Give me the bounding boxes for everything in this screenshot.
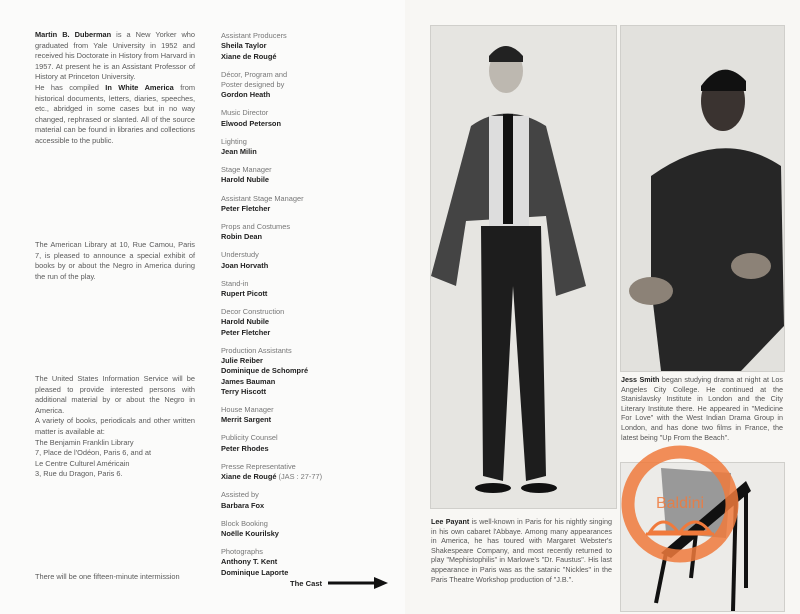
author-name: Martin B. Duberman	[35, 30, 112, 39]
credit-role: Props and Costumes	[221, 221, 291, 231]
usis-text: A variety of books, periodicals and other written matter is available at:	[35, 416, 195, 436]
credit-role: Production Assistants	[221, 345, 292, 355]
credit-name	[221, 356, 401, 366]
credit-group	[221, 346, 401, 397]
credit-role: Stage Manager	[221, 165, 272, 175]
author-bio	[35, 30, 195, 147]
phone-number: (JAS : 27-77)	[276, 472, 323, 482]
credit-group	[221, 490, 401, 511]
credit-name-text: Sheila Taylor	[221, 41, 267, 51]
credit-group	[221, 31, 401, 62]
lee-payant-bio	[431, 517, 612, 584]
credit-group	[221, 165, 401, 186]
credit-group	[221, 279, 401, 300]
credit-name-text: Harold Nubile	[221, 317, 270, 327]
credit-group	[221, 433, 401, 454]
jess-smith-bio	[621, 375, 783, 442]
credit-name-text: Noëlle Kourilsky	[221, 528, 279, 538]
credit-name-text: James Bauman	[221, 376, 276, 386]
credit-name-text: Dominique Laporte	[221, 567, 289, 577]
photo-lee-payant	[430, 25, 617, 509]
credit-name	[221, 366, 401, 376]
credit-role: Publicity Counsel	[221, 433, 278, 443]
credit-name	[221, 501, 401, 511]
credit-name	[221, 328, 401, 338]
credit-name-text: Julie Reiber	[221, 356, 263, 366]
credit-group	[221, 194, 401, 215]
credit-role: Décor, Program and Poster designed by	[221, 69, 288, 89]
credits-list	[221, 31, 401, 586]
credit-role: Decor Construction	[221, 307, 285, 317]
credit-role: Lighting	[221, 136, 247, 146]
credit-name	[221, 41, 401, 51]
credit-role: Photographs	[221, 547, 263, 557]
credit-name	[221, 204, 401, 214]
svg-text:Baldini: Baldini	[655, 495, 705, 512]
credit-role: Music Director	[221, 108, 269, 118]
credit-name-text: Xiane de Rougé	[221, 472, 277, 482]
credit-name-text: Peter Fletcher	[221, 327, 271, 337]
bio-text: from historical documents, letters, diaries, speeches, etc., abridged in some cases but in no way changed, rephrased or slanted. All of the source material can be found in libraries and collections accessible to the public.	[35, 82, 195, 145]
address-line: 7, Place de l'Odéon, Paris 6, and at	[35, 448, 152, 458]
credit-name	[221, 261, 401, 271]
credit-role: Assistant Stage Manager	[221, 193, 304, 203]
credit-group	[221, 70, 401, 101]
credit-name	[221, 387, 401, 397]
credit-name-text: Merrit Sargent	[221, 415, 272, 425]
address-line: Le Centre Culturel Américain	[35, 458, 130, 468]
library-notice: The American Library at 10, Rue Camou, Paris 7, is pleased to announce a special exhibit of books by or about the Negro in America during the run of the play.	[35, 240, 195, 281]
credit-name	[221, 557, 401, 567]
arrow-right-icon	[328, 577, 388, 589]
credit-name-text: Jean Milin	[221, 147, 257, 157]
cast-pointer	[290, 577, 388, 589]
usis-notice	[35, 374, 195, 480]
bio-text: began studying drama at night at Los Angeles City College. He continued at the Stanislavsky Institute in London and the City Literary Institute there. He appeared in "Medicine For Love" with the West Indian Drama Group in London, and has done two films in France, the latest being "Up From the Beach".	[621, 375, 784, 442]
credit-name-text: Rupert Picott	[221, 289, 268, 299]
credit-name	[221, 472, 401, 482]
credit-role: House Manager	[221, 405, 274, 415]
credit-role: Assisted by	[221, 490, 259, 500]
credit-name-text: Elwood Peterson	[221, 118, 281, 128]
credit-group	[221, 405, 401, 426]
credit-group	[221, 462, 401, 483]
credit-name-text: Xiane de Rougé	[221, 51, 277, 61]
credit-name-text: Harold Nubile	[221, 175, 270, 185]
credit-name	[221, 377, 401, 387]
credit-name-text: Robin Dean	[221, 232, 263, 242]
bio-text: is well-known in Paris for his nightly singing in his own cabaret l'Abbaye. Among many appearances in America, he has toured with Margaret Webster's Shakespeare Company, and most recently returned to play "Mephistophilis" in Marlowe's "Dr. Faustus". His last appearance in Paris was as the satanic "Nickles" in the Paris Theatre Workshop production of "J.B.".	[431, 517, 612, 584]
credit-name-text: Joan Horvath	[221, 260, 269, 270]
watermark-logo	[618, 442, 742, 566]
credit-name	[221, 119, 401, 129]
bio-text: He has compiled	[35, 82, 106, 92]
credit-role: Assistant Producers	[221, 31, 287, 40]
usis-text: The United States Information Service will be pleased to provide interested persons with additional material by or about the Negro in America.	[35, 374, 195, 415]
credit-name	[221, 289, 401, 299]
credit-name-text: Barbara Fox	[221, 500, 265, 510]
credit-name	[221, 52, 401, 62]
credit-group	[221, 307, 401, 338]
credit-group	[221, 137, 401, 158]
actor-name: Lee Payant	[431, 517, 470, 526]
credit-name	[221, 90, 401, 100]
credit-name-text: Peter Rhodes	[221, 443, 269, 453]
bio-text: is a New Yorker who graduated from Yale University in 1952 and received his Doctorate in History from Harvard in 1957. At present he is an Assistant Professor of History at Princeton University.	[35, 30, 196, 82]
credit-role: Understudy	[221, 250, 259, 260]
credit-name-text: Dominique de Schompré	[221, 366, 309, 376]
credit-name	[221, 232, 401, 242]
intermission-note: There will be one fifteen-minute intermission	[35, 572, 180, 581]
credit-name	[221, 175, 401, 185]
address-line: The Benjamin Franklin Library	[35, 437, 134, 447]
play-title: In White America	[105, 82, 174, 92]
actor-name: Jess Smith	[621, 375, 660, 384]
address-line: 3, Rue du Dragon, Paris 6.	[35, 469, 123, 479]
credit-role: Presse Representative	[221, 461, 296, 471]
credit-name-text: Peter Fletcher	[221, 203, 271, 213]
credit-name	[221, 415, 401, 425]
credit-group	[221, 250, 401, 271]
credit-name	[221, 529, 401, 539]
cast-label: The Cast	[290, 578, 323, 588]
credit-name-text: Terry Hiscott	[221, 386, 267, 396]
credit-name	[221, 317, 401, 327]
credit-group	[221, 108, 401, 129]
credit-group	[221, 222, 401, 243]
credit-name-text: Anthony T. Kent	[221, 557, 278, 567]
credit-role: Stand-in	[221, 278, 249, 288]
credit-name	[221, 147, 401, 157]
photo-jess-smith	[620, 25, 785, 372]
credit-name	[221, 444, 401, 454]
credit-name-text: Gordon Heath	[221, 90, 271, 100]
credit-role: Block Booking	[221, 518, 268, 528]
credit-group	[221, 519, 401, 540]
credit-group	[221, 547, 401, 578]
